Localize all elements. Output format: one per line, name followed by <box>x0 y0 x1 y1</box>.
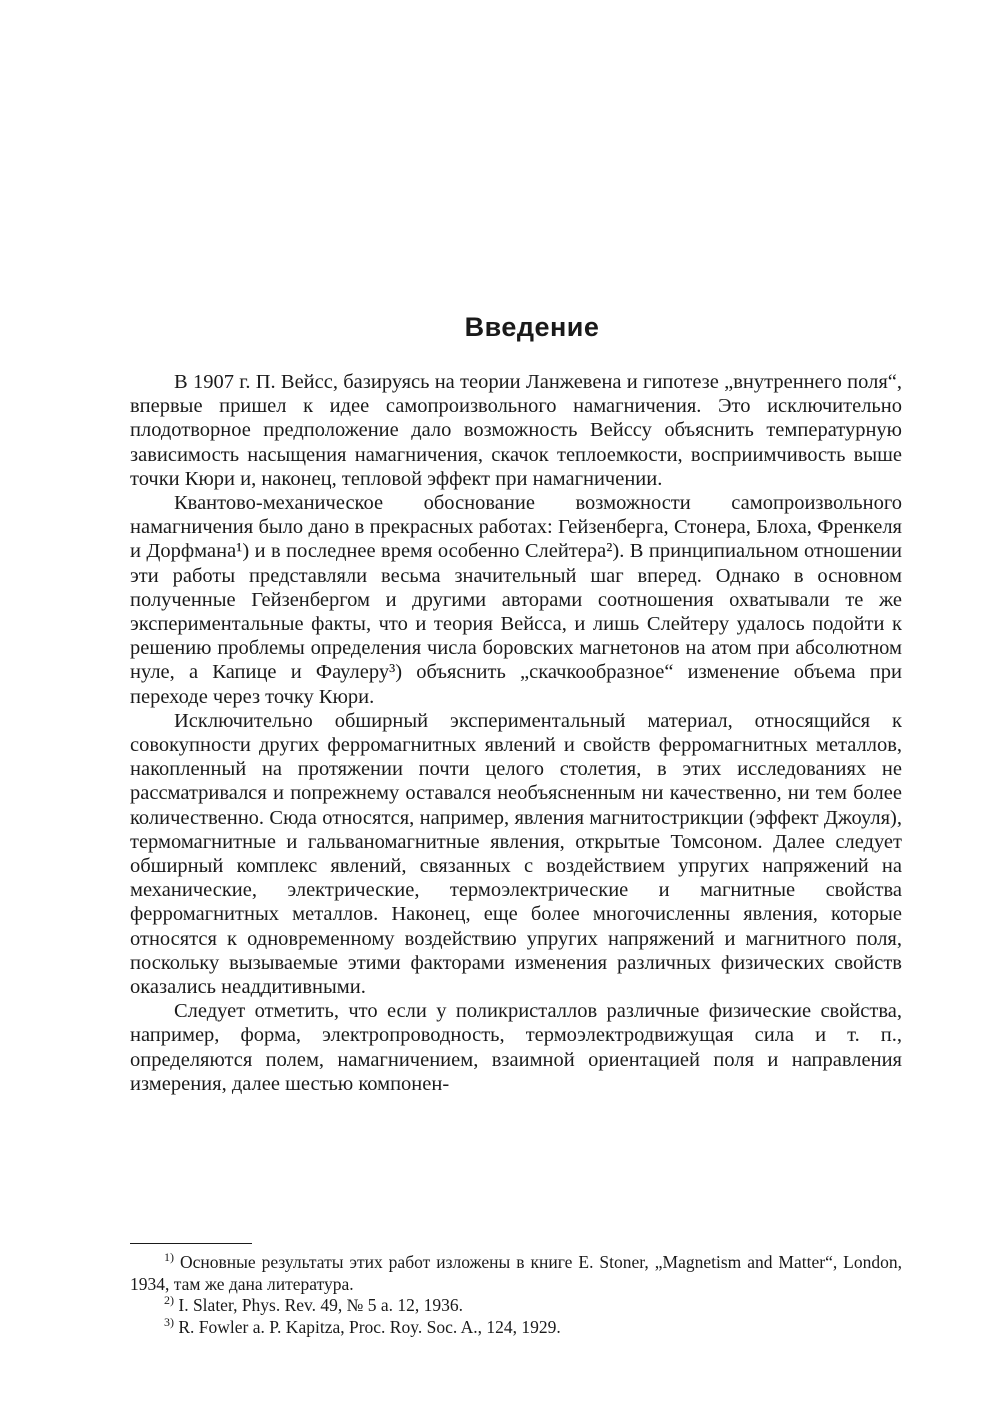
paragraph-1: В 1907 г. П. Вейсс, базируясь на теории Ланжевена и гипотезе „внутреннего поля“, впервые пришел к идее самопроизвольного намагничения. Это исключительно плодотворное предположение дало возможность Вейссу объяснить температурную зависимость насыщения намагничения, скачок теплоемкости, восприимчивость выше точки Кюри и, наконец, тепловой эффект при намагничении. <box>130 371 902 490</box>
footnote-mark: 2) <box>164 1293 174 1308</box>
footnote-mark: 3) <box>164 1314 174 1329</box>
chapter-title: Введение <box>464 312 600 342</box>
footnote-text: Основные результаты этих работ изложены в книге E. Stoner, „Magnetism and Matter“, London, 1934, там же дана литература. <box>130 1252 902 1294</box>
footnote-divider <box>130 1243 252 1244</box>
body-text <box>130 370 902 1096</box>
paragraph-2: Квантово-механическое обоснование возможности самопроизвольного намагничения было дано в прекрасных работах: Гейзенберга, Стонера, Блоха, Френкеля и Дорфмана¹) и в последнее время особенно Слейтера²). В принципиальном отношении эти работы представляли весьма значительный шаг вперед. Однако в основном полученные Гейзенбергом и другими авторами соотношения охватывали те же экспериментальные факты, что и теория Вейсса, и лишь Слейтеру удалось подойти к решению проблемы определения числа боровских магнетонов на атом при абсолютном нуле, а Капице и Фаулеру³) объяснить „скачкообразное“ изменение объема при переходе через точку Кюри. <box>130 492 902 708</box>
paragraph-4: Следует отметить, что если у поликристаллов различные физические свойства, например, форма, электропроводность, термоэлектродвижущая сила и т. п., определяются полем, намагничением, взаимной ориентацией поля и направления измерения, далее шестью компонен- <box>130 1000 902 1095</box>
paragraph-3: Исключительно обширный экспериментальный материал, относящийся к совокупности других ферромагнитных явлений и свойств ферромагнитных металлов, накопленный на протяжении почти целого столетия, в этих исследованиях не рассматривался и попрежнему оставался необъясненным ни качественно, ни тем более количественно. Сюда относятся, например, явления магнитострикции (эффект Джоуля), термомагнитные и гальваномагнитные явления, открытые Томсоном. Далее следует обширный комплекс явлений, связанных с воздействием упругих напряжений на механические, электрические, термоэлектрические и магнитные свойства ферромагнитных металлов. Наконец, еще более многочисленны явления, которые относятся к одновременному воздействию упругих напряжений и магнитного поля, поскольку вызываемые этими факторами изменения различных физических свойств оказались неаддитивными. <box>130 709 902 999</box>
footnote-1 <box>130 1252 902 1295</box>
footnote-3 <box>130 1314 902 1339</box>
footnotes <box>130 1252 902 1338</box>
footnote-mark: 1) <box>164 1250 174 1265</box>
footnote-text: I. Slater, Phys. Rev. 49, № 5 a. 12, 1936. <box>178 1295 464 1315</box>
footnote-text: R. Fowler a. P. Kapitza, Proc. Roy. Soc. A., 124, 1929. <box>178 1316 561 1337</box>
footnote-2 <box>130 1295 902 1317</box>
